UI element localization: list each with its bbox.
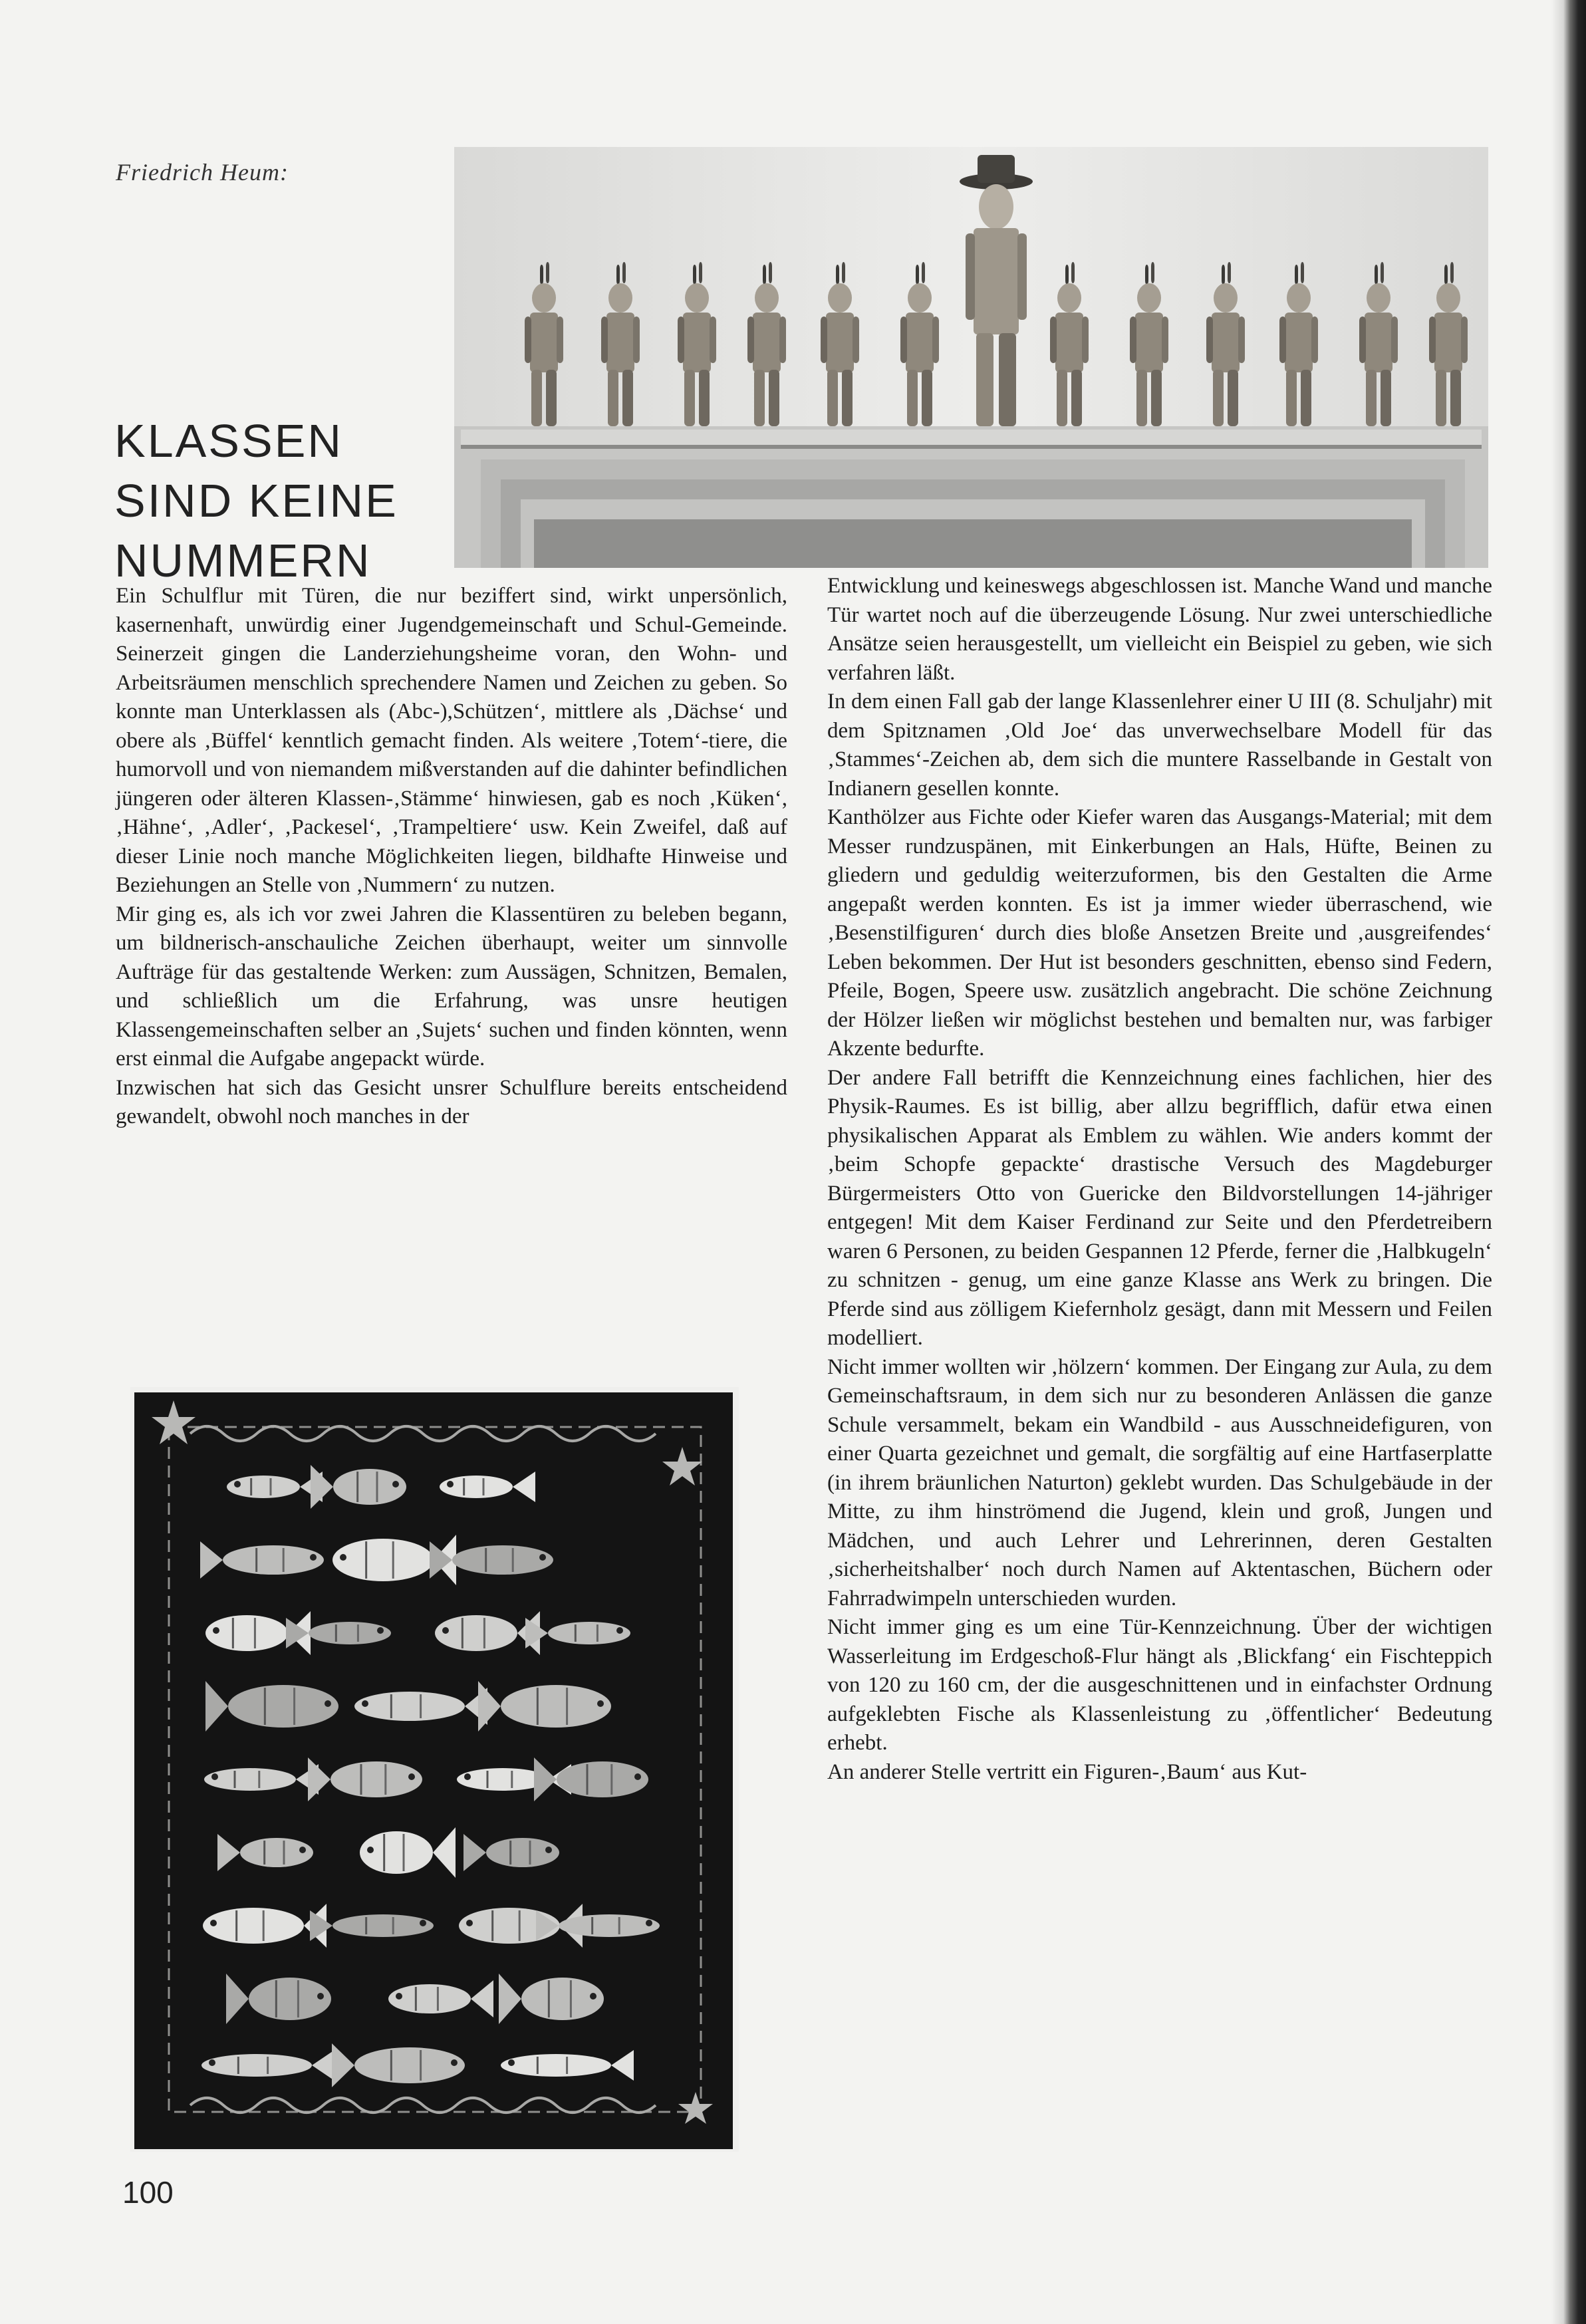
carved-indian-figure [821, 262, 859, 426]
text-column-right [827, 572, 1492, 1787]
carved-old-joe-figure [960, 155, 1033, 426]
title-line: SIND KEINE [114, 475, 398, 527]
carved-indian-figure [1130, 262, 1168, 426]
paragraph: Der andere Fall betrifft die Kennzeichnung eines fachlichen, hier des Physik-Raumes. Es ist billig, aber allzu begrifflich, dafür etwa einen physikalischen Apparat als Emblem zu wählen. Wie anders kommt der ‚beim Schopfe gepackte‘ drastische Versuch des Magdeburger Bürgermeisters Otto von Guericke den Bildvorstellungen 14-jähriger entgegen! Mit dem Kaiser Ferdinand zur Seite und den Pferdetreibern waren 6 Personen, zu beiden Gespannen 12 Pferde, ferner die ‚Halbkugeln‘ zu schnitzen - genug, um eine ganze Klasse ans Werk zu bringen. Die Pferde sind aus zölligem Kiefernholz gesägt, dann mit Messern und Feilen modelliert. [827, 1065, 1492, 1350]
paragraph: In dem einen Fall gab der lange Klassenlehrer einer U III (8. Schuljahr) mit dem Spitznamen ‚Old Joe‘ das unverwechselbare Modell für das ‚Stammes‘-Zeichen ab, dem sich die muntere Rasselbande in Gestalt von Indianern gesellen konnte. [827, 690, 1492, 801]
carved-indian-figure [1279, 262, 1318, 426]
article-title [114, 411, 398, 590]
book-spine-shadow [1551, 0, 1586, 2324]
carved-indian-figure [525, 262, 563, 426]
figures-illustration [454, 147, 1488, 568]
paragraph: Inzwischen hat sich das Gesicht unsrer Schulflure bereits entscheidend gewandelt, obwohl noch manches in der [116, 1075, 787, 1128]
carved-indian-figure [747, 262, 786, 426]
title-line: NUMMERN [114, 535, 372, 586]
paragraph: Entwicklung und keineswegs abgeschlossen ist. Manche Wand und manche Tür wartet noch auf die überzeugende Lösung. Nur zwei unterschiedliche Ansätze seien herausgestellt, um vielleicht ein Beispiel zu geben, wie sich verfahren läßt. [827, 574, 1492, 685]
carved-indian-figure [1050, 262, 1089, 426]
text-column-left [116, 582, 787, 1132]
paragraph: Nicht immer wollten wir ‚hölzern‘ kommen. Der Eingang zur Aula, zu dem Gemeinschaftsraum, in dem sich nur zu besonderen Anlässen die ganze Schule versammelt, bekam ein Wandbild - aus Ausschneidefiguren, von einer Quarta gezeichnet und gemalt, die sorgfältig auf eine Hartfaserplatte (in ihrem bräunlichen Naturton) geklebt wurden. Das Schulgebäude in der Mitte, zu ihm hinströmend die Jugend, klein und groß, Jungen und Mädchen, und auch Lehrer und Lehrerinnen, deren Gestalten ‚sicherheitshalber‘ noch durch Namen auf Aktentaschen, Büchern oder Fahrradwimpeln unterschieden wurden. [827, 1355, 1492, 1611]
carved-indian-figure [601, 262, 640, 426]
author-name: Friedrich Heum: [116, 159, 289, 186]
paragraph: An anderer Stelle vertritt ein Figuren-‚Baum‘ aus Kut- [827, 1759, 1307, 1784]
carved-indian-figure [1429, 262, 1468, 426]
carved-indian-figure [678, 262, 716, 426]
paragraph: Nicht immer ging es um eine Tür-Kennzeichnung. Über der wichtigen Wasserleitung im Erdgeschoß-Flur hängt als ‚Blickfang‘ ein Fischteppich von 120 zu 160 cm, der die ausgeschnittenen und in einfachster Ordnung aufgeklebten Fische als Klassenleistung zu ‚öffentlicher‘ Bedeutung erhebt. [827, 1615, 1492, 1755]
carved-indian-figure [1359, 262, 1398, 426]
carved-indian-figure [1206, 262, 1245, 426]
paragraph: Mir ging es, als ich vor zwei Jahren die Klassentüren zu beleben begann, um bildnerisch-anschauliche Zeichen überhaupt, weiter um sinnvolle Aufträge für das gestaltende Werken: zum Aussägen, Schnitzen, Bemalen, und schließlich um die Erfahrung, was unsre heutigen Klassengemeinschaften selber an ‚Sujets‘ suchen und finden könnten, wenn erst einmal die Aufgabe angepackt würde. [116, 902, 787, 1071]
carved-indian-figure [900, 262, 939, 426]
paragraph: Kanthölzer aus Fichte oder Kiefer waren das Ausgangs-Material; mit dem Messer rundzuspänen, mit Einkerbungen an Hals, Hüfte, Beinen zu gliedern und geduldig weiterzuformen, bis den Gestalten die Arme angepaßt werden konnten. Es ist ja immer wieder überraschend, wie ‚Besenstilfiguren‘ durch dies bloße Ansetzen Breite und ‚ausgreifendes‘ Leben bekommen. Der Hut ist besonders geschnitten, ebenso sind Federn, Pfeile, Bogen, Speere usw. zusätzlich angebracht. Die schöne Zeichnung der Hölzer ließen wir möglichst bestehen und bemalten nur, was farbiger Akzente bedurfte. [827, 805, 1492, 1061]
photo-carved-indian-figures [454, 147, 1488, 568]
photo-fish-carpet [130, 1387, 739, 2152]
page-number: 100 [122, 2175, 174, 2210]
paragraph: Ein Schulflur mit Türen, die nur beziffert sind, wirkt unpersönlich, kasernenhaft, unwürdig einer Jugendgemeinschaft und Schul-Gemeinde. Seinerzeit gingen die Landerziehungsheime voran, den Wohn- und Arbeitsräumen menschlich sprechendere Namen und Zeichen zu geben. So konnte man Unterklassen als (Abc-),Schützen‘, mittlere als ‚Dächse‘ und obere als ‚Büffel‘ kenntlich gemacht finden. Als weitere ‚Totem‘-tiere, die humorvoll und von niemandem mißverstanden auf die dahinter befindlichen jüngeren oder älteren Klassen-‚Stämme‘ hinwiesen, gab es noch ‚Küken‘, ‚Hähne‘, ‚Adler‘, ‚Packesel‘, ‚Trampeltiere‘ usw. Kein Zweifel, daß auf dieser Linie noch manche Möglichkeiten liegen, bildhafte Hinweise und Beziehungen an Stelle von ‚Nummern‘ zu nutzen. [116, 584, 787, 897]
title-line: KLASSEN [114, 415, 343, 467]
